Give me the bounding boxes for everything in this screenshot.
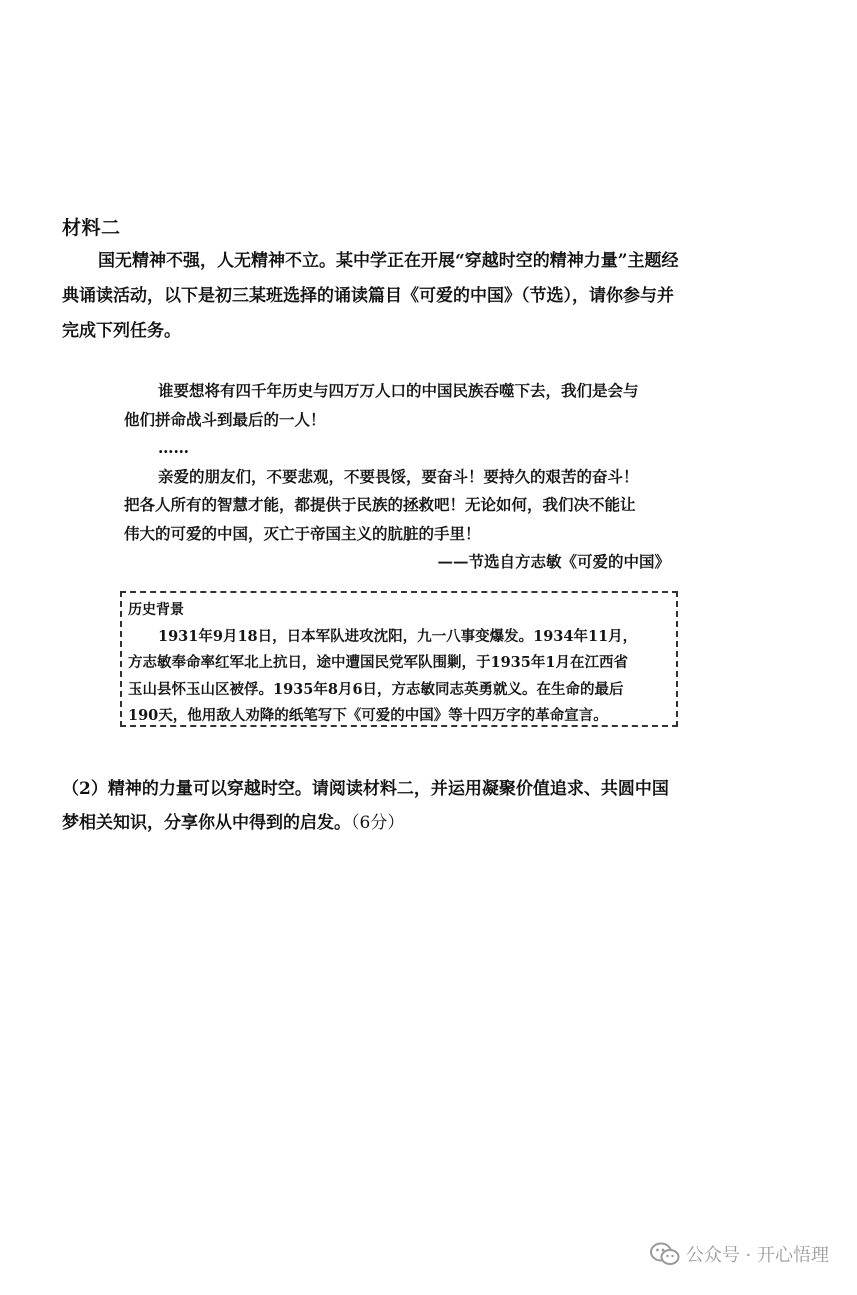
question-2 bbox=[62, 772, 782, 840]
watermark bbox=[650, 1241, 829, 1267]
question-text: 梦相关知识，分享你从中得到的启发。 bbox=[62, 813, 351, 833]
quote-source: ——节选自方志敏《可爱的中国》 bbox=[437, 552, 670, 571]
quote-line: 亲爱的朋友们，不要悲观，不要畏馁，要奋斗！要持久的艰苦的奋斗！ bbox=[158, 466, 639, 486]
background-line: 玉山县怀玉山区被俘。1935年8月6日，方志敏同志英勇就义。在生命的最后 bbox=[128, 680, 624, 698]
question-line bbox=[62, 806, 782, 840]
background-line: 1931年9月18日，日本军队进攻沈阳，九一八事变爆发。1934年11月， bbox=[158, 627, 638, 645]
quote-line: 伟大的可爱的中国，灭亡于帝国主义的肮脏的手里！ bbox=[124, 523, 481, 543]
wechat-channel-icon bbox=[650, 1241, 680, 1267]
quote-line: 谁要想将有四千年历史与四万万人口的中国民族吞噬下去，我们是会与 bbox=[158, 381, 639, 400]
background-line: 190天，他用敌人劝降的纸笔写下《可爱的中国》等十四万字的革命宣言。 bbox=[128, 707, 608, 724]
watermark-text: 公众号 · 开心悟理 bbox=[685, 1245, 829, 1266]
question-line: （2）精神的力量可以穿越时空。请阅读材料二，并运用凝聚价值追求、共圆中国 bbox=[62, 779, 669, 799]
history-background-box bbox=[120, 591, 678, 727]
background-line: 方志敏奉命率红军北上抗日，途中遭国民党军队围剿，于1935年1月在江西省 bbox=[128, 654, 628, 671]
material-title: 材料二 bbox=[62, 217, 121, 239]
quote-excerpt bbox=[124, 377, 724, 577]
question-score: （6分） bbox=[351, 813, 405, 833]
quote-ellipsis: …… bbox=[158, 438, 189, 457]
intro-line: 典诵读活动，以下是初三某班选择的诵读篇目《可爱的中国》（节选），请你参与并 bbox=[62, 286, 674, 306]
intro-line: 国无精神不强，人无精神不立。某中学正在开展“穿越时空的精神力量”主题经 bbox=[98, 251, 679, 271]
quote-line: 他们拼命战斗到最后的一人！ bbox=[124, 409, 326, 429]
material-intro bbox=[62, 244, 762, 349]
quote-line: 把各人所有的智慧才能，都提供于民族的拯救吧！无论如何，我们决不能让 bbox=[124, 495, 636, 514]
background-title: 历史背景 bbox=[128, 602, 184, 618]
intro-line: 完成下列任务。 bbox=[62, 321, 181, 341]
